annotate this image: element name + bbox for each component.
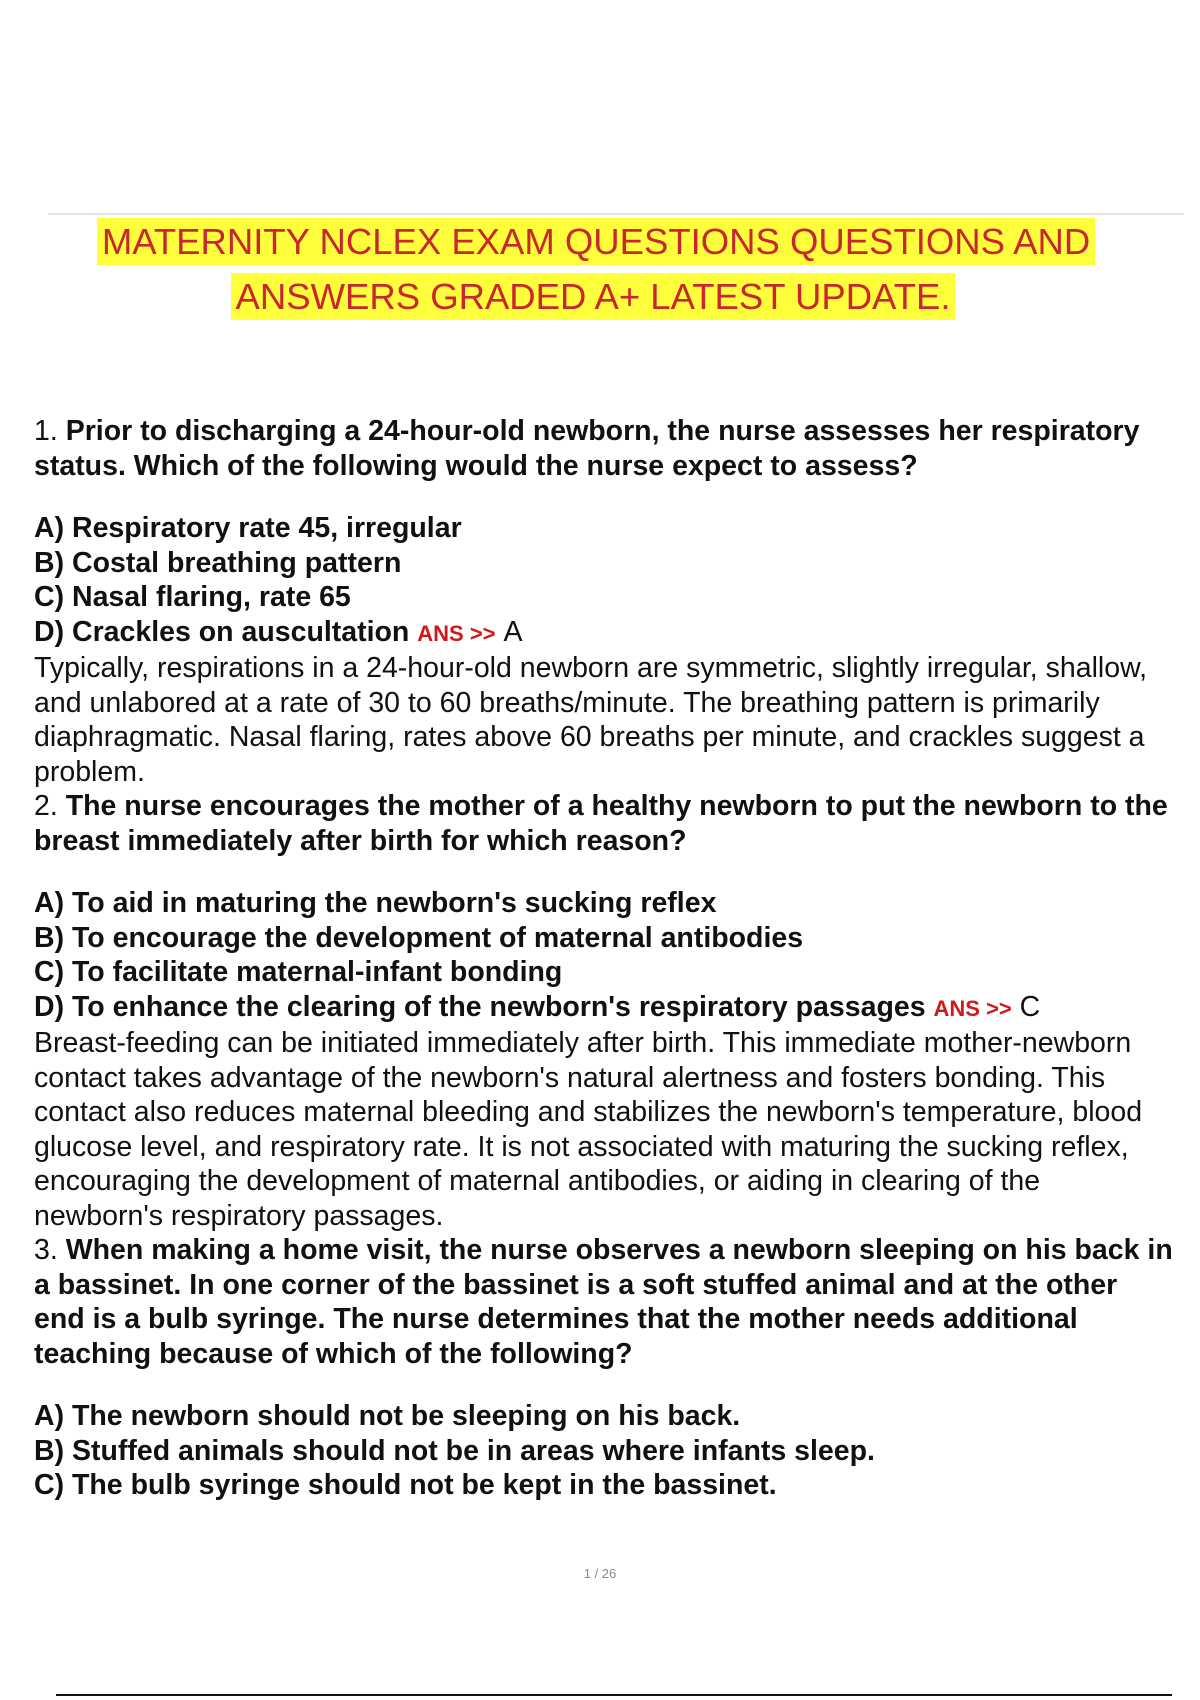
question-stem	[34, 1233, 1174, 1371]
ans-tag: ANS >>	[417, 620, 496, 646]
question-number: 3.	[34, 1234, 58, 1266]
question-number: 2.	[34, 790, 58, 822]
questions-content	[34, 414, 1174, 1503]
question-stem	[34, 414, 1174, 483]
answer-options	[34, 511, 1174, 651]
title-line-2: ANSWERS GRADED A+ LATEST UPDATE.	[231, 273, 956, 320]
question-1	[34, 414, 1174, 789]
answer-options	[34, 1399, 1174, 1503]
question-number: 1.	[34, 415, 58, 447]
question-text: When making a home visit, the nurse observes a newborn sleeping on his back in a bassinet. In one corner of the bassinet is a soft stuffed animal and at the other end is a bulb syringe. The nurse determines that the mother needs additional teaching because of which of the following?	[34, 1234, 1173, 1370]
question-2	[34, 789, 1174, 1233]
rationale: Breast-feeding can be initiated immediately after birth. This immediate mother-newborn contact takes advantage of the newborn's natural alertness and fosters bonding. This contact also reduces maternal bleeding and stabilizes the newborn's temperature, blood glucose level, and respiratory rate. It is not associated with maturing the sucking reflex, encouraging the development of maternal antibodies, or aiding in clearing of the newborn's respiratory passages.	[34, 1027, 1143, 1232]
answer-letter: C	[1019, 990, 1041, 1023]
page-number: 1 / 26	[583, 1566, 617, 1581]
footer-divider	[56, 1694, 1172, 1696]
question-text: Prior to discharging a 24-hour-old newborn, the nurse assesses her respiratory status. Which of the following would the nurse expect to assess?	[34, 415, 1140, 482]
answer-options	[34, 886, 1174, 1026]
question-3	[34, 1233, 1174, 1503]
option-d-with-answer	[34, 615, 1174, 652]
answer-letter: A	[503, 615, 523, 648]
option-b: B) Stuffed animals should not be in areas where infants sleep.	[34, 1434, 875, 1467]
option-c: C) Nasal flaring, rate 65	[34, 581, 351, 613]
rationale: Typically, respirations in a 24-hour-old newborn are symmetric, slightly irregular, shallow, and unlabored at a rate of 30 to 60 breaths/minute. The breathing pattern is primarily diaphragmatic. Nasal flaring, rates above 60 breaths per minute, and crackles suggest a problem.	[34, 652, 1148, 788]
ans-tag: ANS >>	[933, 995, 1012, 1021]
option-d-with-answer	[34, 990, 1174, 1027]
option-a: A) Respiratory rate 45, irregular	[34, 512, 462, 544]
option-c: C) The bulb syringe should not be kept in the bassinet.	[34, 1469, 777, 1501]
option-b: B) Costal breathing pattern	[34, 546, 402, 579]
option-c: C) To facilitate maternal-infant bonding	[34, 956, 563, 988]
option-d: D) Crackles on auscultation	[34, 615, 410, 648]
question-stem	[34, 789, 1174, 858]
question-text: The nurse encourages the mother of a healthy newborn to put the newborn to the breast immediately after birth for which reason?	[34, 790, 1168, 857]
option-d: D) To enhance the clearing of the newborn's respiratory passages	[34, 990, 926, 1023]
title-line-1: MATERNITY NCLEX EXAM QUESTIONS QUESTIONS AND	[97, 218, 1095, 265]
document-title	[0, 218, 1200, 320]
option-a: A) To aid in maturing the newborn's sucking reflex	[34, 887, 717, 919]
option-b: B) To encourage the development of maternal antibodies	[34, 921, 804, 954]
header-divider	[48, 213, 1184, 215]
option-a: A) The newborn should not be sleeping on his back.	[34, 1400, 741, 1432]
